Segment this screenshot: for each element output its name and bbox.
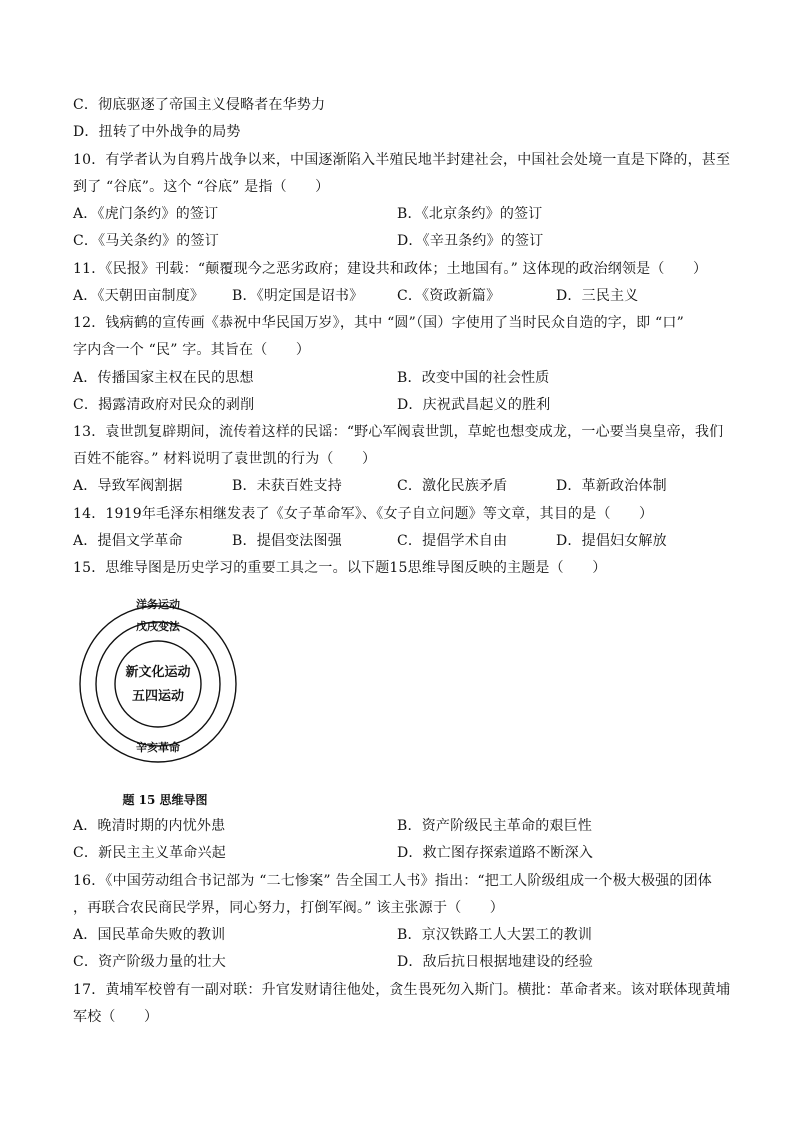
q11-option-b: B．《明定国是诏书》 — [232, 288, 364, 304]
q12-option-d: D．庆祝武昌起义的胜利 — [397, 397, 551, 413]
inner-label-line2: 五四运动 — [131, 689, 185, 704]
q14-option-d: D．提倡妇女解放 — [556, 533, 667, 549]
inner-label-line1: 新文化运动 — [125, 665, 191, 680]
inner-circle — [115, 641, 201, 727]
q9-option-d: D．扭转了中外战争的局势 — [73, 124, 241, 140]
diagram-caption: 题 15 思维导图 — [122, 793, 208, 807]
q15-option-d: D．救亡图存探索道路不断深入 — [397, 845, 594, 861]
q11-option-c: C．《资政新篇》 — [397, 288, 501, 304]
q14-option-a: A．提倡文学革命 — [73, 533, 183, 549]
q12-stem-line2: 字内含一个 “民” 字。其旨在（ ） — [73, 342, 311, 358]
q13-option-d: D．革新政治体制 — [556, 478, 667, 494]
concentric-mind-map — [73, 588, 273, 808]
q16-option-b: B．京汉铁路工人大罢工的教训 — [397, 927, 593, 943]
q12-option-c: C．揭露清政府对民众的剥削 — [73, 397, 255, 413]
mind-map-svg — [73, 588, 273, 808]
bottom-ring-label: 辛亥革命 — [136, 741, 180, 754]
q17-stem-line2: 军校（ ） — [73, 1009, 159, 1025]
q10-option-c: C．《马关条约》的签订 — [73, 233, 219, 249]
q11-option-a: A．《天朝田亩制度》 — [73, 288, 205, 304]
q15-stem-line1: 15．思维导图是历史学习的重要工具之一。以下题15思维导图反映的主题是（ ） — [73, 560, 607, 576]
q16-stem-line2: ，再联合农民商民学界，同心努力，打倒军阀。” 该主张源于（ ） — [73, 900, 505, 916]
q17-stem-line1: 17．黄埔军校曾有一副对联：升官发财请往他处，贪生畏死勿入斯门。横批：革命者来。该对联体现黄埔 — [73, 982, 731, 998]
q14-option-b: B．提倡变法图强 — [232, 533, 342, 549]
q13-stem-line2: 百姓不能容。” 材料说明了袁世凯的行为（ ） — [73, 451, 377, 467]
q10-option-d: D．《辛丑条约》的签订 — [397, 233, 544, 249]
outer-ring-label: 洋务运动 — [136, 598, 180, 611]
q12-option-b: B．改变中国的社会性质 — [397, 370, 550, 386]
q15-option-b: B．资产阶级民主革命的艰巨性 — [397, 818, 593, 834]
q15-option-c: C．新民主主义革命兴起 — [73, 845, 226, 861]
q10-option-a: A．《虎门条约》的签订 — [73, 206, 219, 222]
q12-option-a: A．传播国家主权在民的思想 — [73, 370, 254, 386]
q13-option-a: A．导致军阀割据 — [73, 478, 183, 494]
q9-option-c: C．彻底驱逐了帝国主义侵略者在华势力 — [73, 97, 326, 113]
q14-stem-line1: 14．1919年毛泽东相继发表了《女子革命军》、《女子自立问题》等文章，其目的是（ ） — [73, 506, 654, 522]
q10-stem-line1: 10．有学者认为自鸦片战争以来，中国逐渐陷入半殖民地半封建社会，中国社会处境一直是下降的，甚至 — [73, 152, 731, 168]
q12-stem-line1: 12．钱病鹤的宣传画《恭祝中华民国万岁》，其中 “圆”（国）字使用了当时民众自造的字，即 “口” — [73, 315, 684, 331]
q10-stem-line2: 到了 “谷底”。这个 “谷底” 是指（ ） — [73, 179, 330, 195]
q11-stem-line1: 11．《民报》刊载：“颠覆现今之恶劣政府；建设共和政体；土地国有。” 这体现的政治纲领是（ ） — [73, 261, 708, 277]
q16-option-c: C．资产阶级力量的壮大 — [73, 954, 226, 970]
q16-option-d: D．敌后抗日根据地建设的经验 — [397, 954, 594, 970]
q13-stem-line1: 13．袁世凯复辟期间，流传着这样的民谣：“野心军阀袁世凯，草蛇也想变成龙，一心要当臭皇帝，我们 — [73, 424, 724, 440]
q11-option-d: D．三民主义 — [556, 288, 639, 304]
q10-option-b: B．《北京条约》的签订 — [397, 206, 543, 222]
middle-ring-label: 戊戌变法 — [136, 620, 180, 633]
q16-stem-line1: 16．《中国劳动组合书记部为 “二七惨案” 告全国工人书》指出：“把工人阶级组成一个极大极强的团体 — [73, 873, 712, 889]
q13-option-b: B．未获百姓支持 — [232, 478, 342, 494]
q14-option-c: C．提倡学术自由 — [397, 533, 508, 549]
q15-option-a: A．晚清时期的内忧外患 — [73, 818, 226, 834]
q13-option-c: C．激化民族矛盾 — [397, 478, 508, 494]
q16-option-a: A．国民革命失败的教训 — [73, 927, 226, 943]
